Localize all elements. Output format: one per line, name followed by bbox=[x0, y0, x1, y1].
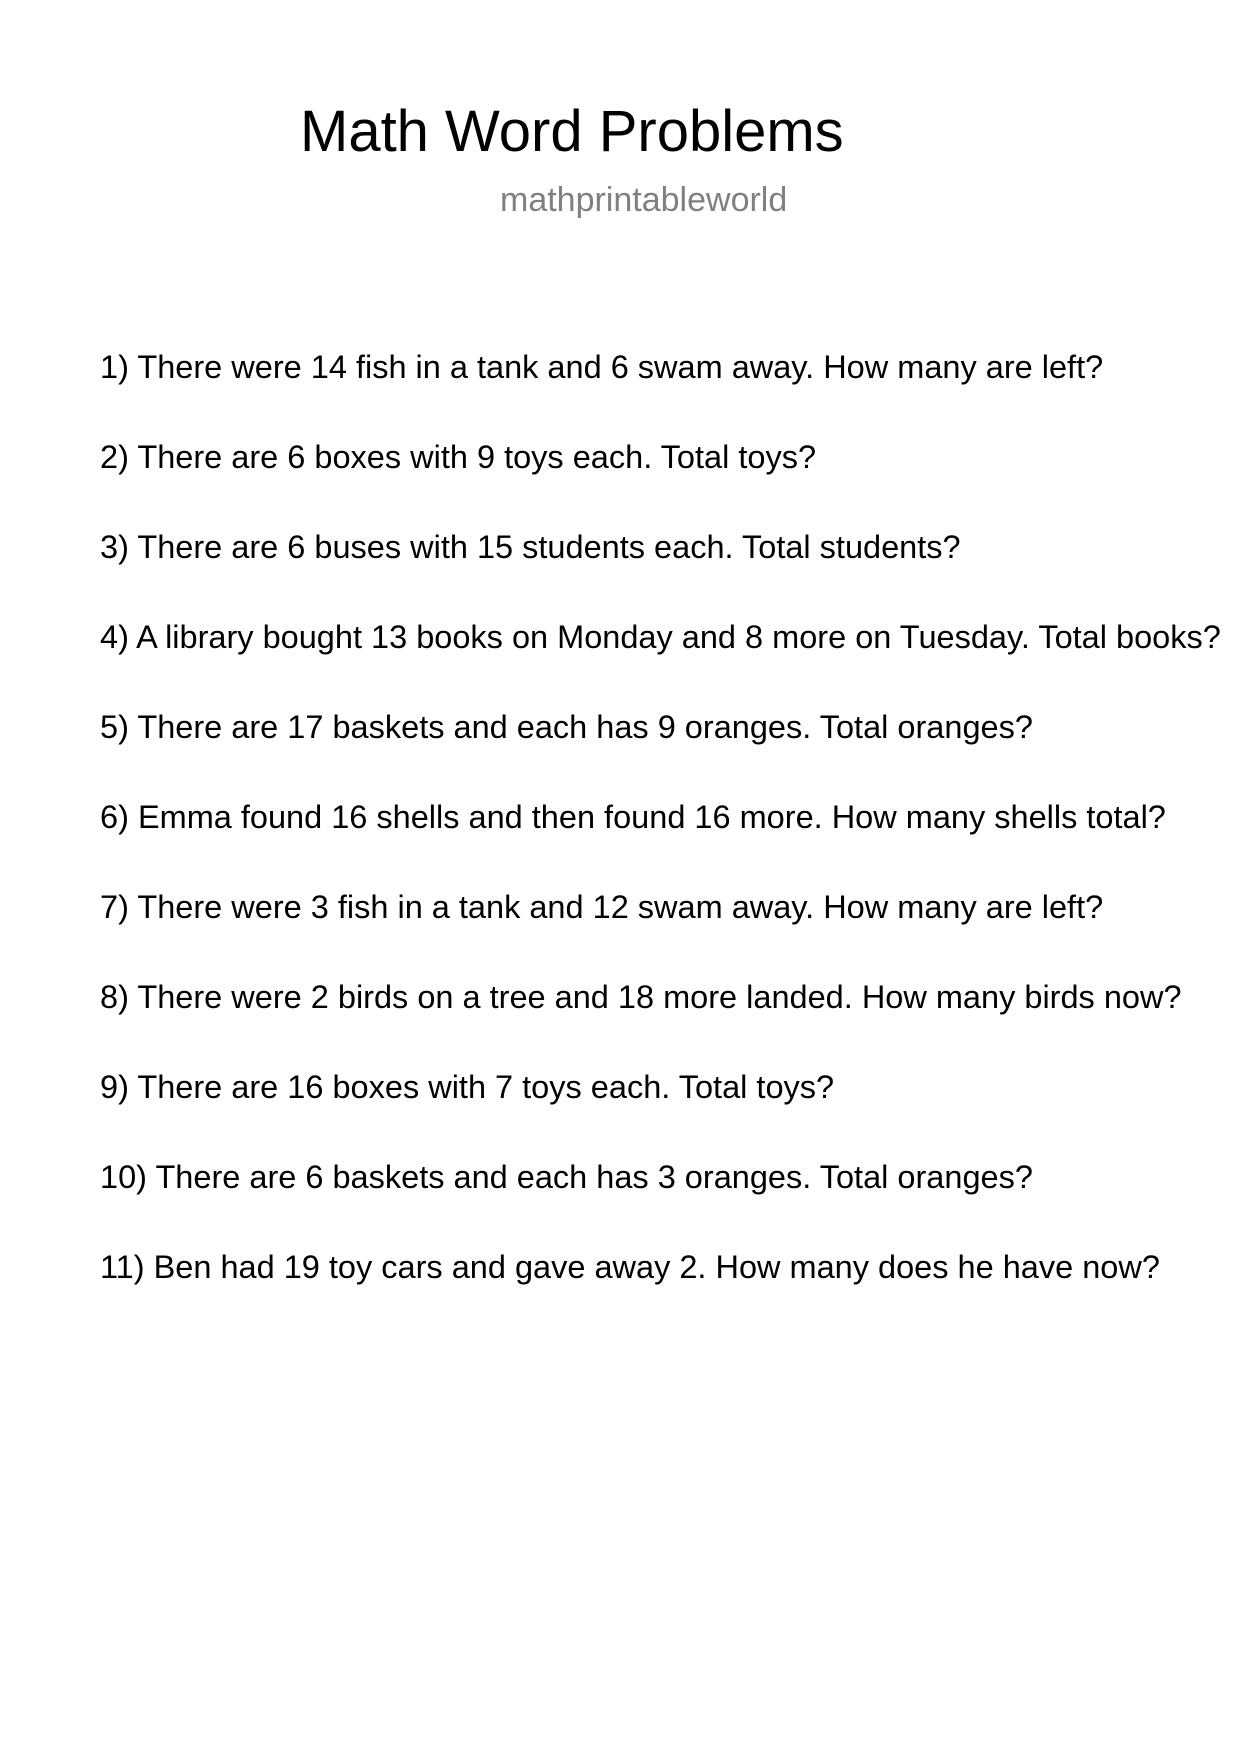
problem-number: 1) bbox=[100, 349, 129, 385]
problem-item bbox=[100, 797, 1221, 887]
problem-text: There are 6 baskets and each has 3 oranges. Total oranges? bbox=[155, 1159, 1033, 1195]
problem-text: There are 6 boxes with 9 toys each. Total toys? bbox=[137, 439, 817, 475]
problem-text: Emma found 16 shells and then found 16 more. How many shells total? bbox=[137, 799, 1166, 835]
problem-text: There are 6 buses with 15 students each. Total students? bbox=[137, 529, 961, 565]
problem-number: 8) bbox=[100, 979, 129, 1015]
problem-number: 6) bbox=[100, 799, 129, 835]
problem-number: 11) bbox=[100, 1249, 145, 1285]
problem-item bbox=[100, 1157, 1221, 1247]
problem-text: There are 17 baskets and each has 9 oranges. Total oranges? bbox=[137, 709, 1033, 745]
problem-item bbox=[100, 437, 1221, 527]
problem-item bbox=[100, 617, 1221, 707]
problem-text: A library bought 13 books on Monday and 8 more on Tuesday. Total books? bbox=[136, 619, 1221, 655]
problem-item bbox=[100, 977, 1221, 1067]
problem-item bbox=[100, 887, 1221, 977]
problem-number: 5) bbox=[100, 709, 129, 745]
problem-text: Ben had 19 toy cars and gave away 2. How many does he have now? bbox=[153, 1249, 1160, 1285]
problem-text: There were 3 fish in a tank and 12 swam away. How many are left? bbox=[137, 889, 1104, 925]
problem-list bbox=[100, 347, 1221, 1337]
problem-item bbox=[100, 1067, 1221, 1157]
problem-text: There were 2 birds on a tree and 18 more landed. How many birds now? bbox=[137, 979, 1182, 1015]
site-name: mathprintableworld bbox=[500, 181, 788, 219]
problem-item bbox=[100, 527, 1221, 617]
problem-number: 7) bbox=[100, 889, 129, 925]
problem-text: There are 16 boxes with 7 toys each. Total toys? bbox=[137, 1069, 835, 1105]
problem-number: 9) bbox=[100, 1069, 129, 1105]
problem-item bbox=[100, 707, 1221, 797]
problem-number: 10) bbox=[100, 1159, 147, 1195]
problem-number: 3) bbox=[100, 529, 129, 565]
page-title: Math Word Problems bbox=[300, 99, 844, 164]
problem-item bbox=[100, 347, 1221, 437]
problem-item bbox=[100, 1247, 1221, 1337]
problem-number: 2) bbox=[100, 439, 129, 475]
problem-number: 4) bbox=[100, 619, 129, 655]
problem-text: There were 14 fish in a tank and 6 swam away. How many are left? bbox=[137, 349, 1104, 385]
